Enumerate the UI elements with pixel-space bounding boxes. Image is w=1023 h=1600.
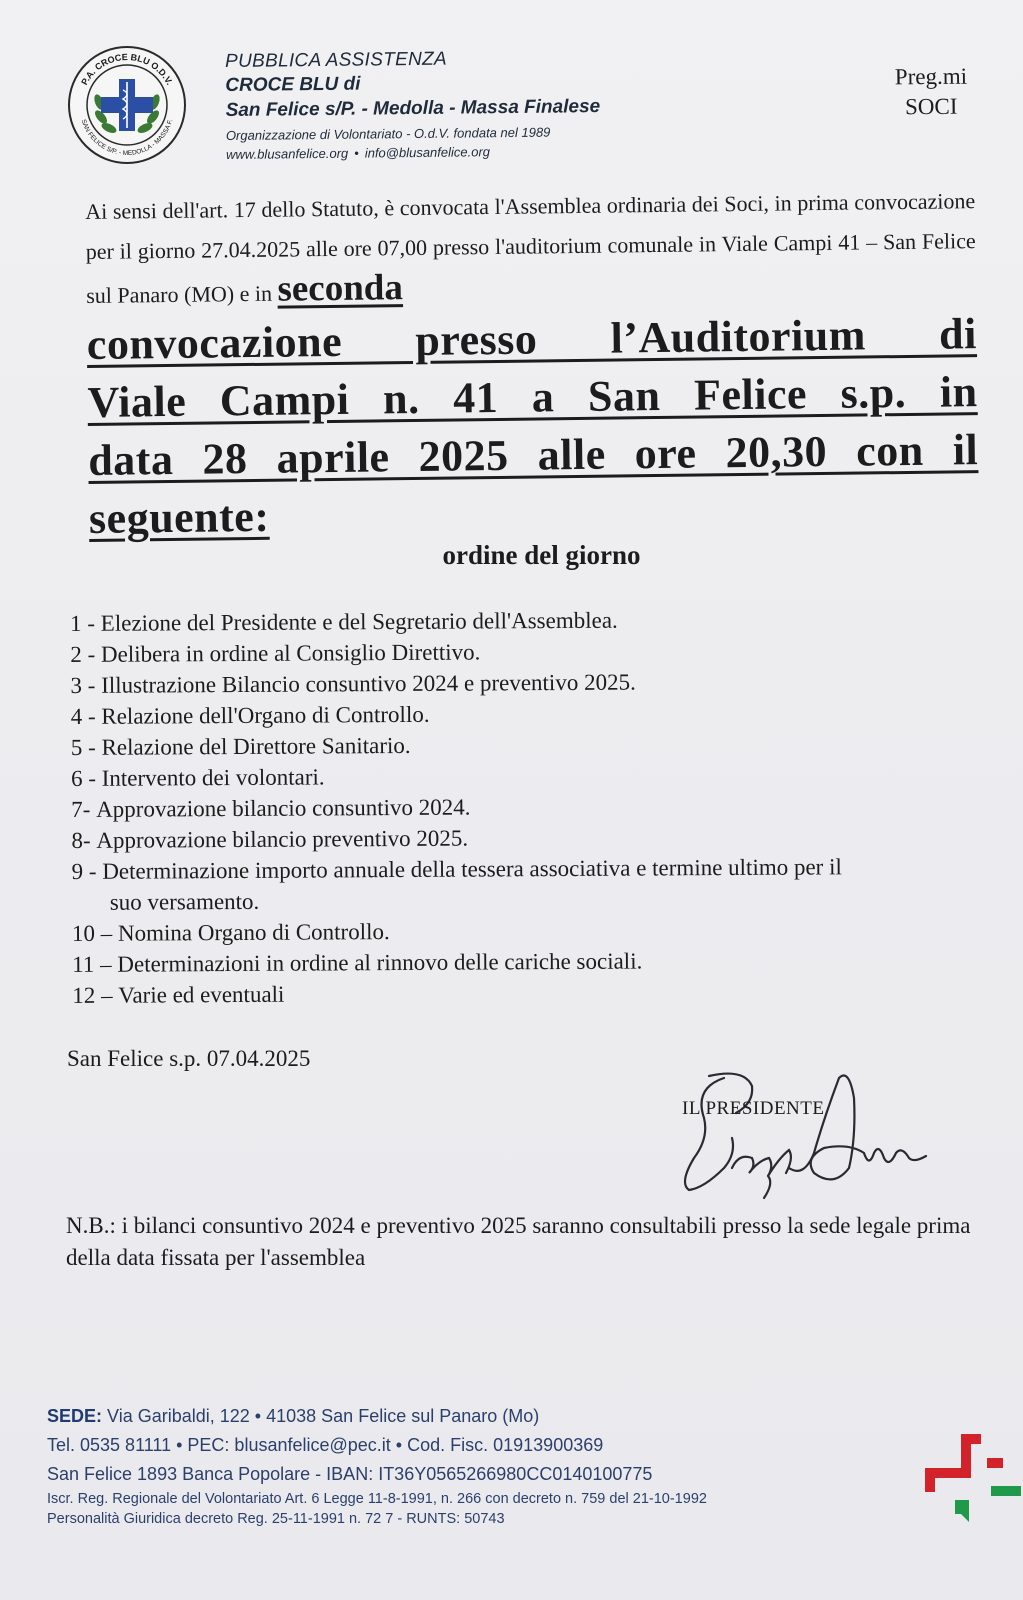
agenda-list (70, 603, 972, 1011)
org-contacts (226, 142, 601, 164)
bullet-icon: • (176, 1435, 183, 1455)
org-line-3: San Felice s/P. - Medolla - Massa Finalese (225, 96, 601, 121)
intro-text: Ai sensi dell'art. 17 dello Statuto, è convocata l'Assemblea ordinaria dei Soci, in prima convocazione per il giorno 27.04.2025 alle ore 07,00 presso l'auditorium comunale in Viale Campi 41 – San Felice sul Panaro (MO) e in (85, 188, 976, 308)
emphasis-line-1: convocazione presso l’Auditorium di (86, 309, 978, 369)
intro-paragraph (85, 181, 976, 316)
croce-blu-logo (66, 44, 188, 166)
emphasis-start: seconda (277, 267, 404, 310)
footer-contacts-row (47, 1431, 707, 1460)
agenda-item-text: Elezione del Presidente e del Segretario dell'Assemblea. (100, 607, 618, 636)
footer-registry-1: Iscr. Reg. Regionale del Volontariato Art. 6 Legge 11-8-1991, n. 266 con decreto n. 759 del 21-10-1992 (47, 1491, 707, 1507)
footer-address-row (47, 1402, 707, 1431)
bullet-icon: • (254, 1406, 262, 1426)
website-link[interactable]: www.blusanfelice.org (226, 145, 349, 162)
email-link[interactable]: info@blusanfelice.org (364, 144, 491, 161)
nb-note: N.B.: i bilanci consuntivo 2024 e preventivo 2025 saranno consultabili presso la sede legale prima della data fissata per l'assemblea (66, 1213, 971, 1270)
signature-label: IL PRESIDENTE (682, 1098, 825, 1119)
agenda-title (0, 540, 1023, 571)
organization-heading (225, 46, 601, 164)
emphasis-line-2: Viale Campi n. 41 a San Felice s.p. in (87, 367, 978, 427)
agenda-item-text: Approvazione bilancio consuntivo 2024. (96, 794, 471, 822)
address-part-1: Via Garibaldi, 122 (107, 1406, 250, 1426)
org-line-2: CROCE BLU di (225, 73, 361, 96)
agenda-item-text: Illustrazione Bilancio consuntivo 2024 e preventivo 2025. (101, 669, 636, 698)
president-signature (664, 1058, 964, 1208)
emphasis-line-4: seguente: (88, 491, 270, 543)
agenda-item-number: 10 – (71, 920, 119, 946)
agenda-item-number: 8- (71, 827, 97, 853)
agenda-item-number: 7- (71, 796, 97, 822)
footer-registry-2: Personalità Giuridica decreto Reg. 25-11-1991 n. 72 7 - RUNTS: 50743 (47, 1511, 505, 1527)
phone-number[interactable]: Tel. 0535 81111 (47, 1435, 172, 1455)
agenda-item-text: Approvazione bilancio preventivo 2025. (96, 825, 469, 853)
agenda-item-number: 1 - (70, 610, 101, 636)
fiscal-code: Cod. Fisc. 01913900369 (407, 1435, 604, 1455)
date-line: San Felice s.p. 07.04.2025 (67, 1046, 311, 1071)
agenda-item (72, 850, 972, 886)
agenda-item-number: 3 - (70, 672, 102, 698)
convocation-text (85, 181, 979, 548)
recipient-line-2: SOCI (904, 93, 958, 120)
agenda-item-number: 9 - (71, 858, 103, 884)
agenda-item-text: suo versamento. (109, 888, 260, 915)
bullet-icon: • (354, 145, 359, 161)
agenda-item-text: Intervento dei volontari. (101, 764, 325, 791)
agenda-item-text: Nomina Organo di Controllo. (117, 919, 390, 946)
agenda-item-text: Delibera in ordine al Consiglio Direttivo. (100, 639, 481, 667)
pec-email[interactable]: PEC: blusanfelice@pec.it (187, 1435, 391, 1455)
agenda-item-number: 6 - (70, 765, 102, 791)
emphasis-line-3: data 28 aprile 2025 alle ore 20,30 con il (87, 425, 979, 485)
recipient (894, 62, 967, 123)
logo-text-bottom: SAN FELICE S/P. - MEDOLLA - MASSA F. (79, 118, 175, 158)
agenda-item-number: 2 - (70, 641, 102, 667)
address-part-2: 41038 San Felice sul Panaro (Mo) (266, 1406, 540, 1426)
agenda-item-number: 4 - (70, 703, 102, 729)
agenda-item-text: Varie ed eventuali (118, 981, 285, 1008)
agenda-item-number: 5 - (70, 734, 102, 760)
sede-label: SEDE: (47, 1406, 103, 1426)
org-line-4: Organizzazione di Volontariato - O.d.V. fondata nel 1989 (225, 124, 551, 143)
org-line-1: PUBBLICA ASSISTENZA (225, 48, 448, 72)
bullet-icon: • (395, 1435, 403, 1455)
agenda-item-number: 12 – (72, 982, 119, 1008)
agenda-item-text: Determinazione importo annuale della tessera associativa e termine ultimo per il (102, 854, 842, 884)
agenda-item (72, 974, 972, 1010)
agenda-item-number: 11 – (72, 951, 118, 977)
agenda-item-text: Relazione del Direttore Sanitario. (101, 732, 411, 760)
recipient-line-1: Preg.mi (894, 63, 967, 90)
agenda-title-text: ordine del giorno (442, 540, 641, 570)
footer (47, 1402, 707, 1529)
logo-text-top: P.A. CROCE BLU O.D.V. (79, 51, 175, 87)
agenda-item-text: Relazione dell'Organo di Controllo. (101, 701, 430, 729)
footer-bank-row: San Felice 1893 Banca Popolare - IBAN: IT36Y0565266980CC0140100775 (47, 1464, 653, 1484)
agenda-item-text: Determinazioni in ordine al rinnovo delle cariche sociali. (117, 948, 643, 977)
corner-brand-mark (921, 1430, 1021, 1530)
